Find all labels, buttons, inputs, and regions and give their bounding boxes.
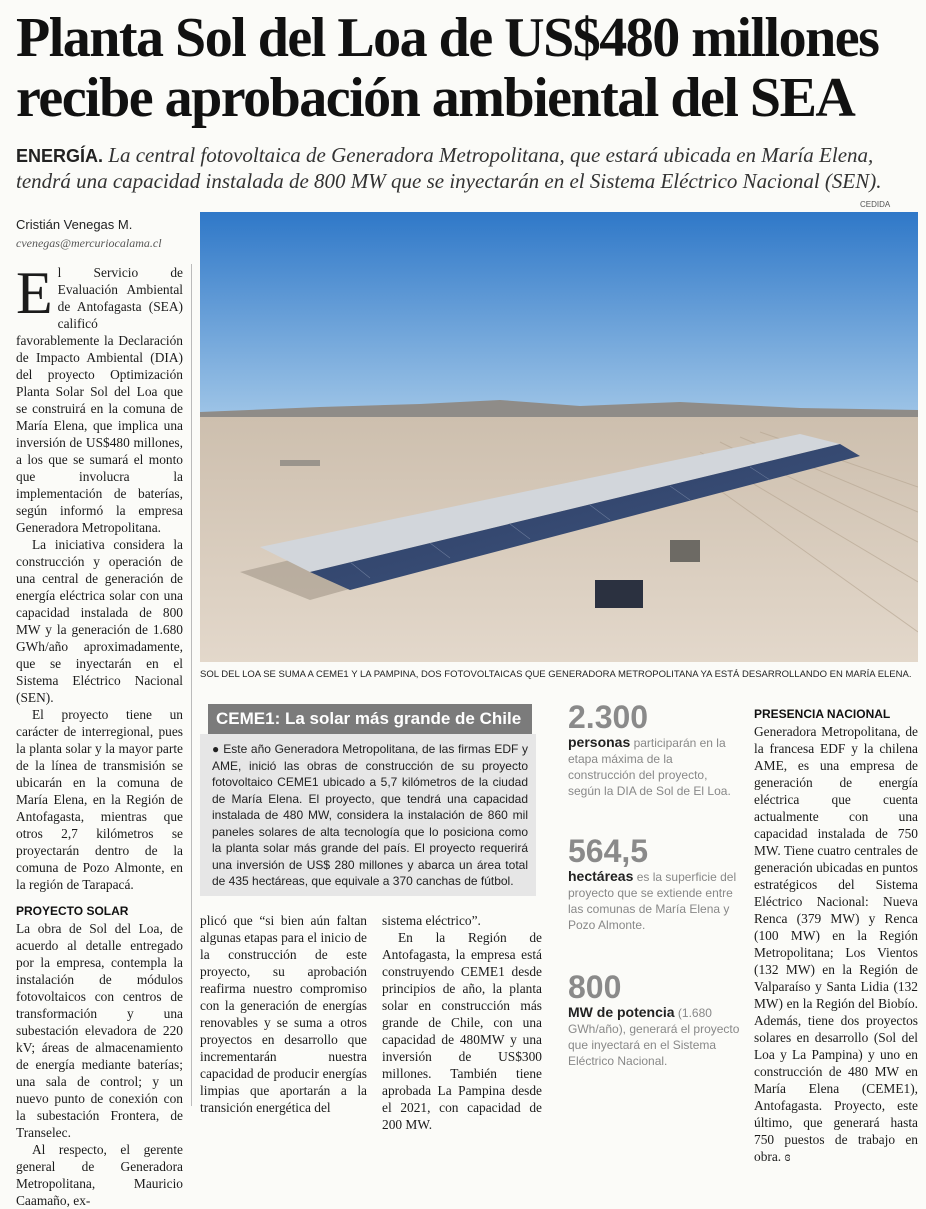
column-2: [200, 912, 367, 1116]
stat-label: MW de potencia: [568, 1004, 675, 1020]
section-heading-presencia-nacional: PRESENCIA NACIONAL: [754, 707, 891, 721]
box-body: Este año Generadora Metropolitana, de las firmas EDF y AME, inició las obras de construcción de su proyecto fotovoltaico CEME1 ubicado a 5,7 kilómetros de la ciudad de María Elena. El proyecto, que tendrá una capacidad instalada de 480 MW, considera la instalación de 860 mil paneles solares de alta tecnología que lo posiciona como la planta solar más grande del país. El proyecto requerirá una inversión de US$ 280 millones y abarca un área total de 435 hectáreas, que equivale a 370 canchas de fútbol.: [212, 742, 528, 888]
photo-caption: SOL DEL LOA SE SUMA A CEME1 Y LA PAMPINA, DOS FOTOVOLTAICAS QUE GENERADORA METROPOLITANA YA ESTÁ DESARROLLANDO EN MARÍA ELENA.: [200, 669, 912, 680]
col5-paragraph: Generadora Metropolitana, de la francesa EDF y la chilena AME, es una empresa de generación de energía eléctrica que cuenta actualmente con una capacidad instalada de 750 MW. Tiene cuatro centrales de generación ubicadas en puntos estratégicos del Sistema Eléctrico Nacional: Nueva Renca (379 MW) y Renca (100 MW) en la Región Metropolitana; Los Vientos (132 MW) en la Región de Valparaíso y Santa Lidia (132 MW) en la Región del Biobío. Además, tiene dos proyectos solares en desarrollo (Sol del Loa y La Pampina) y uno en construcción de 480 MW en María Elena (CEME1), Antofagasta. Proyecto, este último, que generará hasta 750 puestos de trabajo en obra.: [754, 724, 918, 1164]
stat-desc: es la superficie del proyecto que se extiende entre las comunas de María Elena y Pozo Almonte.: [568, 870, 737, 932]
stat-hectareas: [568, 834, 740, 933]
solar-plant-illustration: [200, 212, 918, 662]
col3-paragraph-2: En la Región de Antofagasta, la empresa está construyendo CEME1 desde principios de año, la planta solar en construcción más grande de Chile, con una capacidad de 480MW y una inversión de US$300 millones. También tiene aprobada La Pampina desde el 2021, con capacidad de 200 MW.: [382, 930, 542, 1132]
headline: [16, 8, 916, 128]
col2-paragraph: plicó que “si bien aún faltan algunas etapas para el inicio de la construcción de este proyecto, su aprobación reafirma nuestro compromiso con la generación de energías renovables y se suma a otros proyectos en desarrollo que incrementarán nuestra capacidad de producir energías limpias que aportarán a la transición energética del: [200, 913, 367, 1115]
headline-line1: Planta Sol del Loa de US$480 millones: [16, 7, 879, 69]
column-1: [16, 260, 183, 1209]
stat-potencia: [568, 970, 740, 1069]
lead-paragraph: [16, 143, 916, 194]
section-heading-proyecto-solar: PROYECTO SOLAR: [16, 904, 129, 918]
col1-paragraph-3: El proyecto tiene un carácter de interregional, pues la planta solar y la mayor parte de la línea de transmisión se ubicarán en la comuna de María Elena, en la Región de Antofagasta, mientras que otros 2,7 kilómetros se proyectarán dentro de la comuna de Pozo Almonte, en la región de Tarapacá.: [16, 707, 183, 892]
col1-paragraph-4: La obra de Sol del Loa, de acuerdo al detalle entregado por la empresa, contempla la instalación de módulos fotovoltaicos con centros de transformación y una subestación elevadora de 220 kV; áreas de almacenamiento de energía mediante baterías; una sala de control; y un nuevo punto de conexión con la subestación Frontera, de Transelec.: [16, 921, 183, 1140]
dropcap: E: [16, 260, 53, 326]
stat-number: 564,5: [568, 833, 649, 869]
col1-paragraph-1: l Servicio de Evaluación Ambiental de Antofagasta (SEA) calificó favorablemente la Declaración de Impacto Ambiental (DIA) del proyecto Optimización Planta Solar Sol del Loa que se construirá en la comuna de María Elena, que implica una inversión de US$480 millones, a los que se sumará el monto que involucra la implementación de baterías, según informó la empresa Generadora Metropolitana.: [16, 265, 183, 535]
lead-text: La central fotovoltaica de Generadora Metropolitana, que estará ubicada en María Elena, tendrá una capacidad instalada de 800 MW que se inyectarán en el Sistema Eléctrico Nacional (SEN).: [16, 143, 882, 193]
byline-email: cvenegas@mercuriocalama.cl: [16, 236, 162, 250]
stat-desc: participarán en la etapa máxima de la construcción del proyecto, según la DIA de Sol de El Loa.: [568, 736, 731, 798]
stat-label: hectáreas: [568, 868, 634, 884]
column-rule: [191, 264, 192, 1106]
headline-line2: recibe aprobación ambiental del SEA: [16, 67, 855, 129]
col3-paragraph-1: sistema eléctrico”.: [382, 913, 481, 928]
end-mark: ɞ: [784, 1149, 791, 1164]
lead-kicker: ENERGÍA.: [16, 146, 104, 166]
column-3: [382, 912, 542, 1133]
box-text: ● Este año Generadora Metropolitana, de las firmas EDF y AME, inició las obras de construcción de su proyecto fotovoltaico CEME1 ubicado a 5,7 kilómetros de la ciudad de María Elena. El proyecto, que tendrá una capacidad instalada de 480 MW, considera la instalación de 860 mil paneles solares de alta tecnología que lo posiciona como la planta solar más grande del país. El proyecto requerirá una inversión de US$ 280 millones y abarca un área total de 435 hectáreas, que equivale a 370 canchas de fútbol.: [212, 742, 528, 888]
box-title: CEME1: La solar más grande de Chile: [208, 704, 532, 734]
photo-credit: CEDIDA: [860, 200, 891, 209]
byline-author: Cristián Venegas M.: [16, 217, 133, 232]
stat-desc: (1.680 GWh/año), generará el proyecto que inyectará en el Sistema Eléctrico Nacional.: [568, 1006, 740, 1068]
stat-number: 800: [568, 969, 622, 1005]
solar-plant-photo: [200, 212, 918, 662]
stat-label: personas: [568, 734, 631, 750]
col1-paragraph-5: Al respecto, el gerente general de Generadora Metropolitana, Mauricio Caamaño, ex-: [16, 1142, 183, 1208]
stat-number: 2.300: [568, 699, 649, 735]
column-5: [754, 706, 918, 1165]
stat-personas: [568, 700, 740, 799]
col1-paragraph-2: La iniciativa considera la construcción y operación de una central de generación de energía eléctrica solar con una capacidad instalada de 800 MW y la generación de 1.680 GWh/año aproximadamente, que se inyectarán en el Sistema Eléctrico Nacional (SEN).: [16, 537, 183, 705]
